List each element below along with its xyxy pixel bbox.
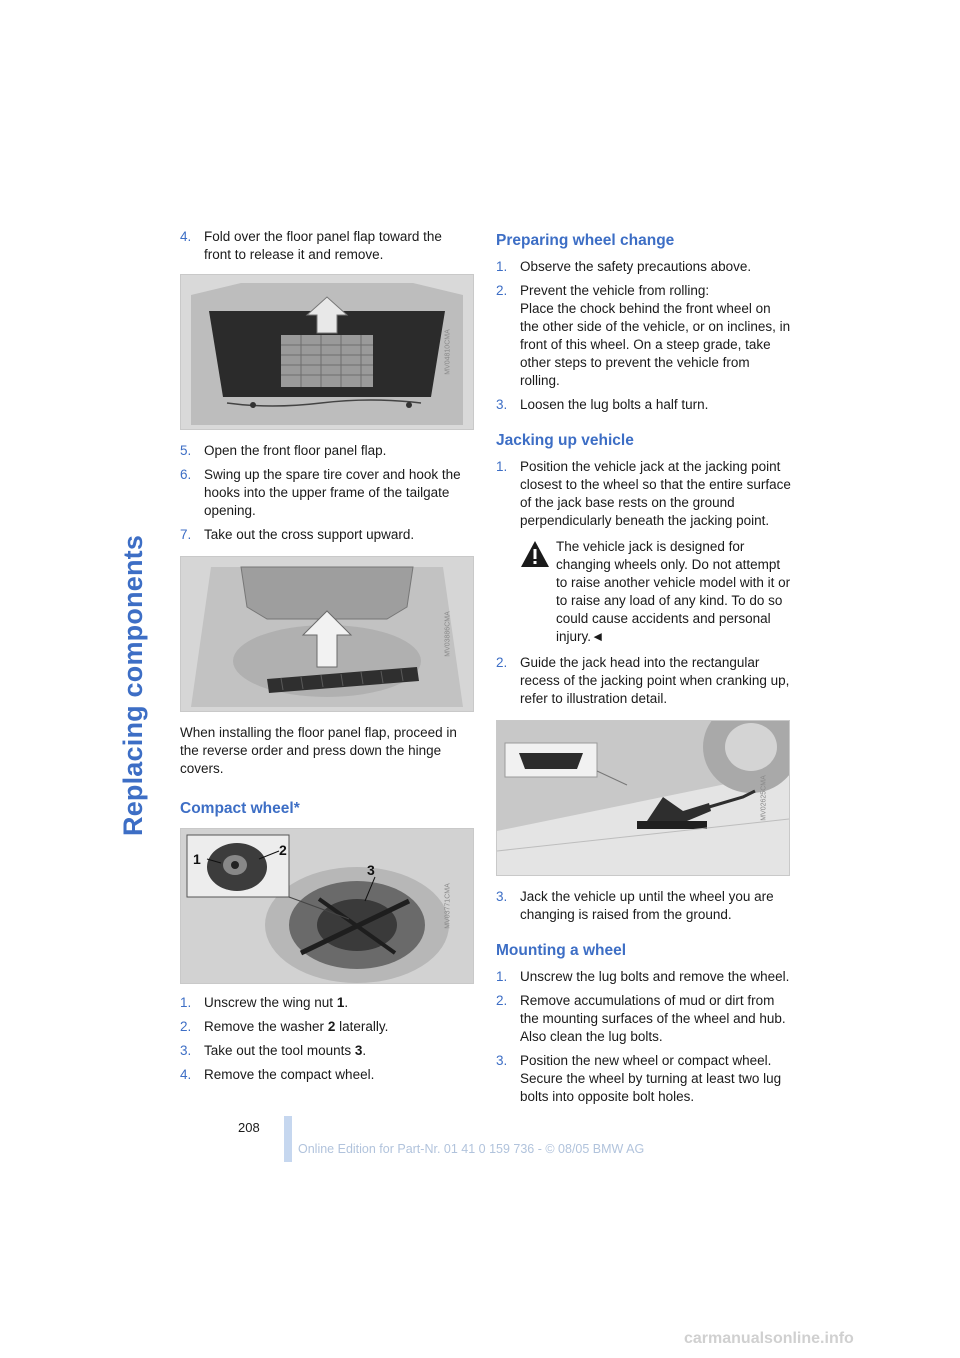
- figure-code: MV03886CMA: [444, 611, 452, 657]
- figure-compact-wheel: [180, 828, 474, 984]
- step-item: [496, 1052, 792, 1106]
- jacking-up-vehicle-heading: Jacking up vehicle: [496, 432, 634, 449]
- step-number: 7.: [180, 527, 192, 542]
- step-number: 3.: [496, 1053, 508, 1068]
- step-text: Open the front floor panel flap.: [204, 443, 387, 458]
- figure-code: MV02625CMA: [760, 775, 768, 821]
- left-column: [180, 228, 472, 1090]
- step-text: Remove the compact wheel.: [204, 1067, 375, 1082]
- figure-cross-support: [180, 556, 474, 712]
- warning-triangle-icon: [520, 540, 550, 568]
- footer-accent-bar: [284, 1116, 292, 1162]
- jack-step-1: [496, 458, 792, 530]
- figure-jack: [496, 720, 790, 876]
- step-text: Observe the safety precautions above.: [520, 259, 752, 274]
- site-watermark: carmanualsonline.info: [684, 1330, 854, 1347]
- step-number: 3.: [496, 397, 508, 412]
- step-part-number: 3: [354, 1043, 363, 1058]
- step-number: 4.: [180, 229, 192, 244]
- step-text: Unscrew the lug bolts and remove the wheel.: [520, 969, 790, 984]
- step-text: .: [344, 995, 349, 1010]
- step-text: Guide the jack head into the rectangular recess of the jacking point when cranking up, refer to illustration detail.: [520, 655, 790, 706]
- label-1: 1: [193, 851, 201, 867]
- step-item: [180, 1042, 472, 1060]
- step-number: 2.: [496, 655, 508, 670]
- step-number: 2.: [496, 993, 508, 1008]
- step-text: Fold over the floor panel flap toward the front to release it and remove.: [204, 229, 442, 262]
- step-text: Swing up the spare tire cover and hook the hooks into the upper frame of the tailgate opening.: [204, 467, 461, 518]
- trunk-floor-illustration: [181, 275, 473, 429]
- step-number: 6.: [180, 467, 192, 482]
- step-number: 4.: [180, 1067, 192, 1082]
- step-number: 5.: [180, 443, 192, 458]
- step-text: Unscrew the wing nut: [204, 995, 337, 1010]
- step-number: 1.: [496, 259, 508, 274]
- step-item: [180, 1066, 472, 1084]
- step-number: 2.: [496, 283, 508, 298]
- step-number: 3.: [496, 889, 508, 904]
- step-text: Remove accumulations of mud or dirt from the mounting surfaces of the wheel and hub. Also clean the lug bolts.: [520, 993, 786, 1044]
- step-item: [496, 992, 792, 1046]
- step-number: 1.: [496, 459, 508, 474]
- warning-box: [520, 538, 792, 646]
- page-number: 208: [238, 1120, 260, 1135]
- right-column: [496, 232, 792, 1112]
- step-text: Jack the vehicle up until the wheel you are changing is raised from the ground.: [520, 889, 774, 922]
- step-item: [180, 1018, 472, 1036]
- step-item: [496, 396, 792, 414]
- step-text: Remove the washer: [204, 1019, 328, 1034]
- step-text: .: [362, 1043, 367, 1058]
- jack-step-3: [496, 888, 792, 924]
- step-item: [180, 466, 472, 520]
- step-item: [180, 442, 472, 460]
- step-text: Take out the cross support upward.: [204, 527, 415, 542]
- step-number: 1.: [496, 969, 508, 984]
- install-note: When installing the floor panel flap, proceed in the reverse order and press down the hinge covers.: [180, 725, 457, 776]
- section-side-title: [118, 236, 158, 836]
- section-title-text: Replacing components: [118, 534, 148, 836]
- step-item: [496, 258, 792, 276]
- step-text: Prevent the vehicle from rolling: Place the chock behind the front wheel on the other side of the vehicle, or on inclines, in front of this wheel. On a steep grade, take other steps to prevent the vehicle from rolling.: [520, 283, 791, 388]
- step-text: Position the new wheel or compact wheel. Secure the wheel by turning at least two lug bolts into opposite bolt holes.: [520, 1053, 782, 1104]
- cross-support-illustration: [181, 557, 473, 711]
- step-part-number: 2: [327, 1019, 336, 1034]
- vehicle-jack-illustration: [497, 721, 789, 875]
- figure-floor-panel-flap: [180, 274, 474, 430]
- step-text: laterally.: [335, 1019, 389, 1034]
- label-3: 3: [367, 862, 375, 878]
- mounting-a-wheel-heading: Mounting a wheel: [496, 942, 627, 959]
- label-2: 2: [279, 842, 287, 858]
- step-item: [180, 994, 472, 1012]
- step-item: [180, 526, 472, 544]
- step-item: [180, 228, 472, 264]
- step-text: Position the vehicle jack at the jacking point closest to the wheel so that the entire surface of the jack base rests on the ground perpendicularly beneath the jacking point.: [520, 459, 791, 528]
- step-part-number: 1: [336, 995, 345, 1010]
- footer-edition-text: Online Edition for Part-Nr. 01 41 0 159 736 - © 08/05 BMW AG: [298, 1142, 645, 1156]
- compact-wheel-heading: Compact wheel*: [180, 800, 300, 817]
- compact-wheel-illustration: [181, 829, 473, 983]
- step-text: Loosen the lug bolts a half turn.: [520, 397, 709, 412]
- figure-code: MV04810CMA: [444, 329, 452, 375]
- preparing-wheel-change-heading: Preparing wheel change: [496, 232, 675, 249]
- step-item: [496, 282, 792, 390]
- step-number: 3.: [180, 1043, 192, 1058]
- warning-text: The vehicle jack is designed for changing wheels only. Do not attempt to raise another vehicle model with it or to raise any load of any kind. To do so could cause accidents and personal injury.◄: [556, 539, 791, 644]
- jack-step-2: [496, 654, 792, 708]
- step-item: [496, 968, 792, 986]
- step-number: 1.: [180, 995, 192, 1010]
- step-number: 2.: [180, 1019, 192, 1034]
- step-text: Take out the tool mounts: [204, 1043, 355, 1058]
- figure-code: MV03771CMA: [444, 883, 452, 929]
